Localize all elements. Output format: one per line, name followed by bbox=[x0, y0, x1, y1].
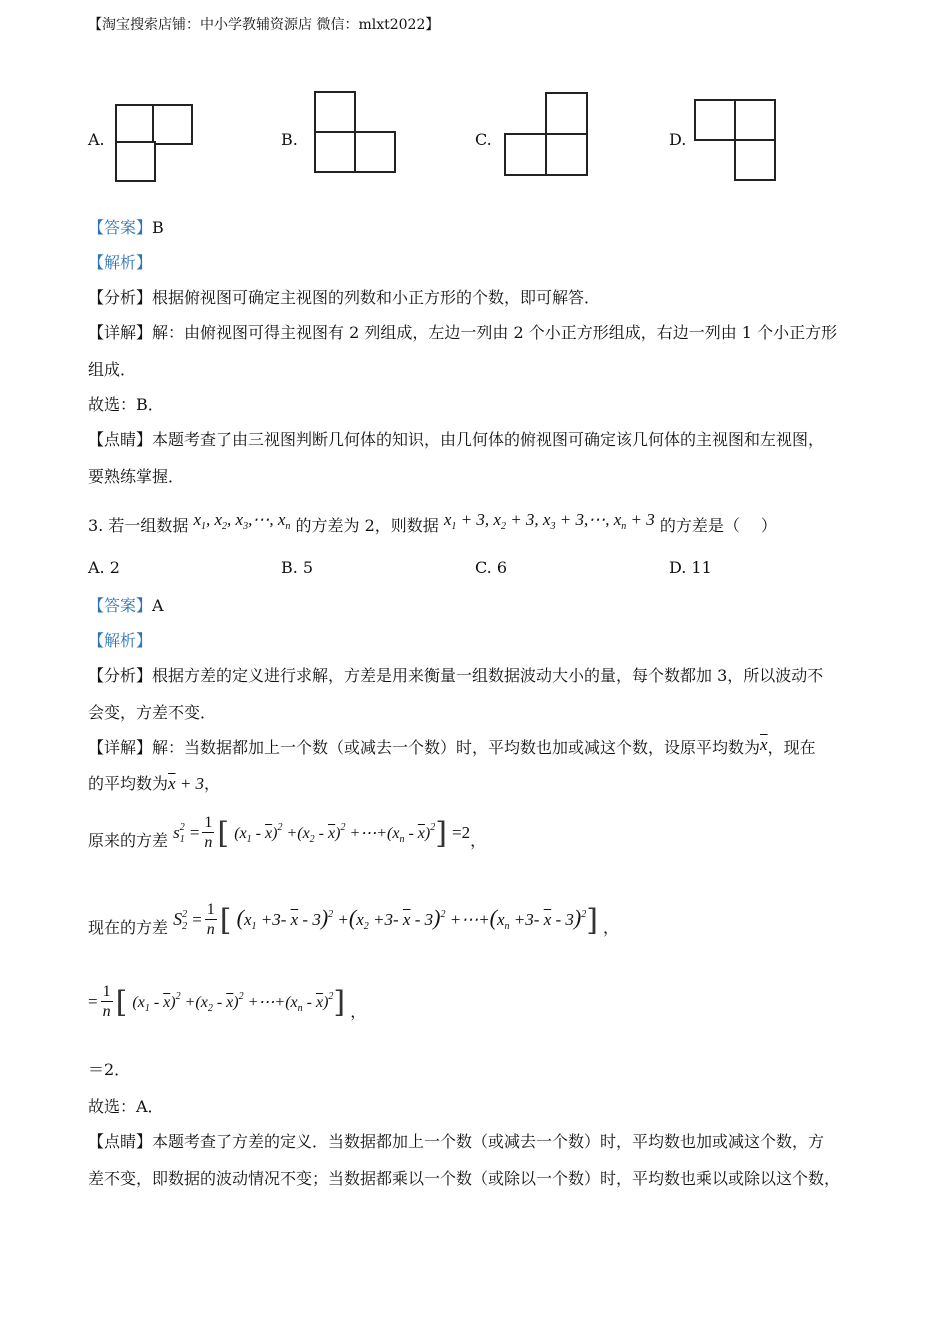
q3-xiangjie-mean: 的平均数为$\overline{x} + 3$， bbox=[88, 774, 221, 793]
q3-simplified: = $\frac{1}{n}$ [ $(x_1 - \overline{x})^2 +(x_2 - \overline{x})^2$ $+\cdots+(x_n - \overline{x})^2$] ， bbox=[88, 983, 367, 1021]
q3-data-set: $x_1$, $x_2$, $x_3,\cdots$, $x_n$ bbox=[193, 510, 291, 532]
q2-guxuan: 故选：B． bbox=[88, 395, 164, 414]
option-d-label: D. bbox=[669, 130, 687, 149]
q3-result: ＝2． bbox=[88, 1060, 131, 1079]
option-b-label: B. bbox=[281, 130, 298, 149]
q3-fenxi: 【分析】根据方差的定义进行求解，方差是用来衡量一组数据波动大小的量，每个数都加 3，所以波动不 bbox=[88, 666, 824, 685]
page-header: 【淘宝搜索店铺：中小学教辅资源店 微信：mlxt2022】 bbox=[88, 17, 440, 33]
q3-option-c[interactable]: C. 6 bbox=[475, 558, 508, 577]
q2-analysis-tag: 【解析】 bbox=[88, 253, 153, 272]
q3-analysis-tag: 【解析】 bbox=[88, 631, 153, 650]
q3-new-variance: 现在的方差 $S_2^2$ = $\frac{1}{n}$ [ ($x_1 +3-$ $\overline{x} - 3)^2 +(x_2 +3-$ $\overline{x} - 3)^2$ $+\cdots+(x_n +3-$ $\overline{x} - 3)^2$] ， bbox=[88, 901, 620, 938]
q3-data-set-plus3: $x_1 + 3$, $x_2 + 3$, $x_3$ + 3,⋯, $x_n + 3$ bbox=[443, 510, 655, 532]
q2-dianjing-cont: 要熟练掌握． bbox=[88, 467, 185, 486]
q3-option-a[interactable]: A. 2 bbox=[88, 558, 120, 577]
q2-dianjing: 【点睛】本题考查了由三视图判断几何体的知识，由几何体的俯视图可确定该几何体的主视图和左视图， bbox=[88, 430, 825, 449]
q2-xiangjie-cont: 组成． bbox=[88, 360, 137, 379]
q3-orig-variance: 原来的方差 $s_1^2$ = $\frac{1}{n}$ [ $(x_1 - \overline{x})^2 +(x_2 - \overline{x})^2$ $+\cdots+(x_n - \overline{x})^2] =2$， bbox=[88, 814, 487, 851]
option-c-label: C. bbox=[475, 130, 492, 149]
q3-dianjing: 【点睛】本题考查了方差的定义．当数据都加上一个数（或减去一个数）时，平均数也加或减这个数，方 bbox=[88, 1132, 825, 1151]
q3-stem: 3. 若一组数据 $x_1$, $x_2$, $x_3,\cdots$, $x_n$ 的方差为 2，则数据 $x_1 + 3$, $x_2 + 3$, $x_3$ + 3,⋯, $x_n + 3$ 的方差是（ ） bbox=[88, 510, 777, 535]
q3-fenxi-cont: 会变，方差不变． bbox=[88, 703, 217, 722]
q2-answer: 【答案】B bbox=[88, 218, 164, 237]
option-a-label: A. bbox=[88, 130, 105, 149]
q3-xiangjie: 【详解】解：当数据都加上一个数（或减去一个数）时，平均数也加或减这个数，设原平均数为$\overline{x}$，现在 bbox=[88, 735, 816, 757]
q3-dianjing-cont: 差不变，即数据的波动情况不变；当数据都乘以一个数（或除以一个数）时，平均数也乘以或除以这个数， bbox=[88, 1169, 841, 1188]
q3-guxuan: 故选：A． bbox=[88, 1097, 164, 1116]
q3-option-d[interactable]: D. 11 bbox=[669, 558, 712, 577]
q3-answer: 【答案】A bbox=[88, 596, 164, 615]
q3-option-b[interactable]: B. 5 bbox=[281, 558, 314, 577]
q2-fenxi: 【分析】根据俯视图可确定主视图的列数和小正方形的个数，即可解答． bbox=[88, 288, 601, 307]
q2-xiangjie: 【详解】解：由俯视图可得主视图有 2 列组成，左边一列由 2 个小正方形组成，右边一列由 1 个小正方形 bbox=[88, 323, 838, 342]
